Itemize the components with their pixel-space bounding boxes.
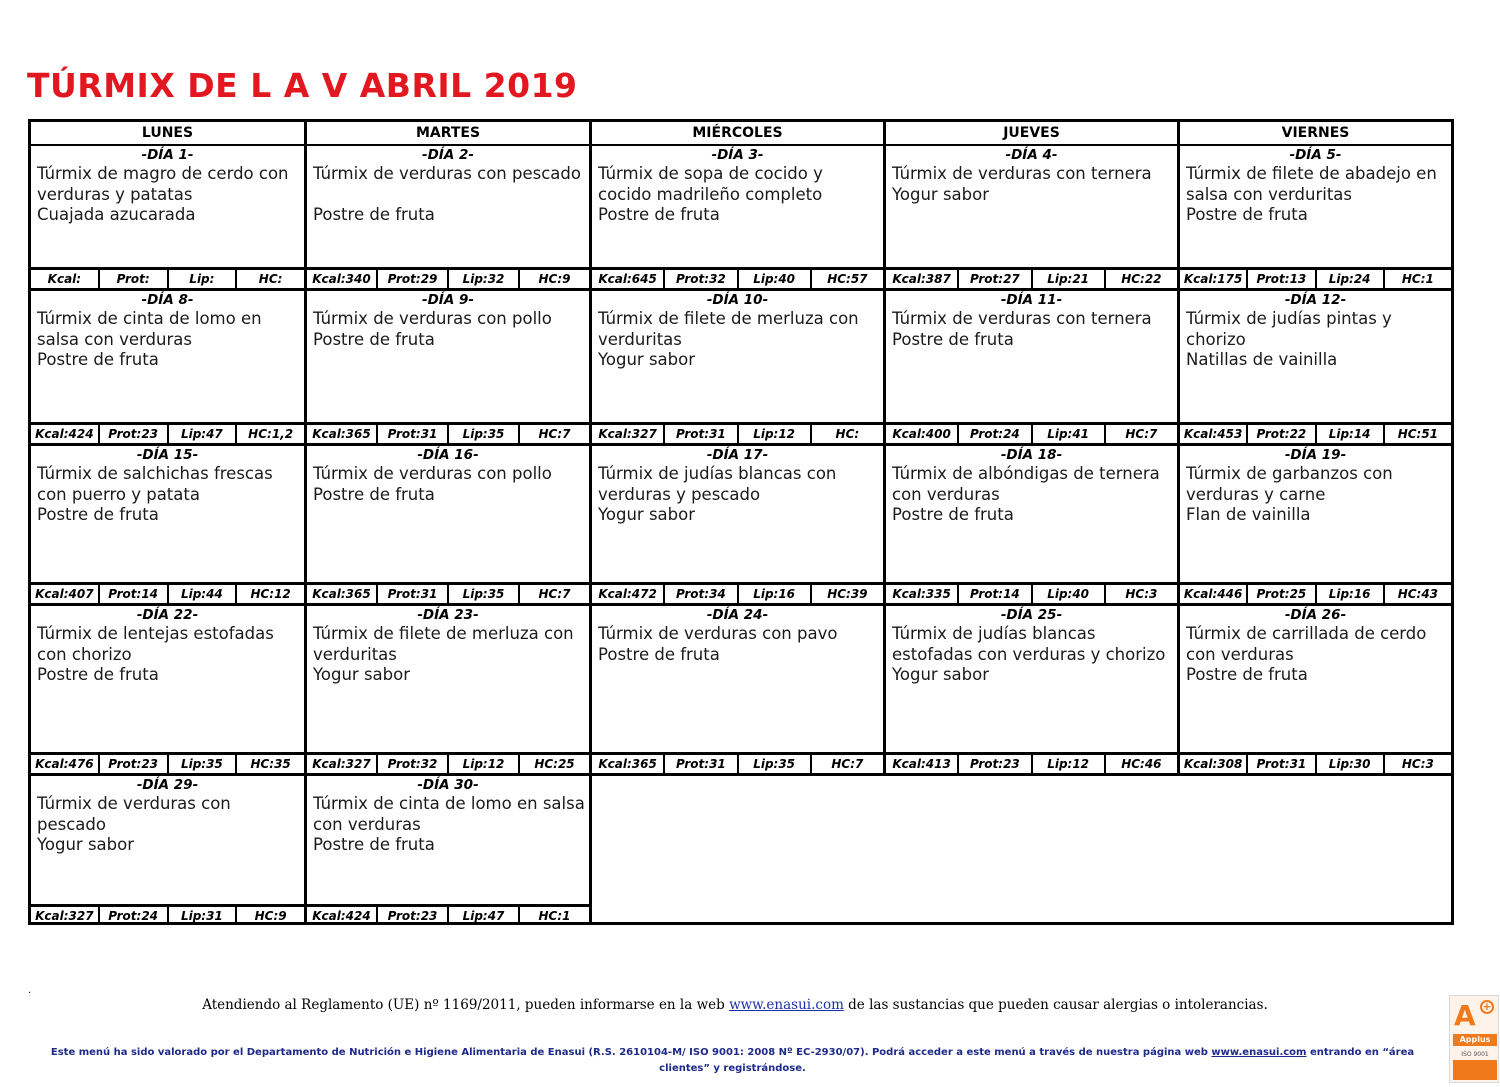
day-label: -DÍA 1-	[141, 147, 194, 163]
dish-list	[886, 464, 1177, 582]
nutrition-row	[31, 904, 304, 925]
dish-line: Postre de fruta	[313, 484, 435, 504]
carbs-value: HC:9	[254, 909, 287, 923]
nutrition-row	[592, 752, 883, 773]
carbs-value: HC:51	[1397, 427, 1439, 441]
dish-line: Túrmix de cinta de lomo en salsa con verduras	[313, 794, 585, 834]
nutrition-row	[1180, 422, 1451, 443]
dish-line: Túrmix de verduras con ternera	[892, 164, 1152, 183]
kcal-value: Kcal:327	[31, 907, 100, 925]
dish-line: Flan de vainilla	[1186, 505, 1311, 524]
dish-line: Túrmix de lentejas estofadas con chorizo	[37, 624, 274, 664]
day-label: -DÍA 11-	[1000, 292, 1063, 308]
carbs-value: HC:1,2	[248, 427, 294, 441]
kcal-value: Kcal:365	[592, 755, 665, 773]
kcal-value: Kcal:424	[31, 425, 100, 443]
lipids-value: Lip:	[169, 270, 238, 288]
lipids-value: Lip:24	[1317, 270, 1385, 288]
protein-value: Prot:34	[665, 585, 738, 603]
carbs-value: HC:7	[538, 427, 571, 441]
day-label: -DÍA 29-	[136, 777, 199, 793]
protein-value: Prot:31	[378, 425, 449, 443]
kcal-value: Kcal:327	[307, 755, 378, 773]
day-label: -DÍA 5-	[1289, 147, 1342, 163]
weekday-header: MARTES	[307, 122, 592, 146]
dish-list	[592, 164, 883, 267]
day-label: -DÍA 23-	[417, 607, 479, 623]
carbs-value: HC:	[835, 427, 860, 441]
day-label: -DÍA 26-	[1284, 607, 1347, 623]
nutrition-row	[1180, 267, 1451, 288]
day-label: -DÍA 9-	[422, 292, 474, 308]
lipids-value: Lip:35	[449, 585, 520, 603]
protein-value: Prot:32	[665, 270, 738, 288]
dish-line: Postre de fruta	[37, 350, 159, 369]
enasui-footer-link[interactable]: www.enasui.com	[1211, 1047, 1307, 1058]
carbs-value: HC:7	[538, 587, 571, 601]
dish-line: Túrmix de verduras con pavo	[598, 624, 838, 643]
day-cell	[886, 606, 1180, 776]
dish-line: Yogur sabor	[598, 350, 696, 369]
lipids-value: Lip:41	[1033, 425, 1106, 443]
protein-value: Prot:31	[1248, 755, 1316, 773]
carbs-value: HC:43	[1397, 587, 1439, 601]
carbs-value: HC:46	[1121, 757, 1162, 771]
protein-value: Prot:14	[100, 585, 169, 603]
weekday-header: MIÉRCOLES	[592, 122, 886, 146]
day-label: -DÍA 16-	[417, 447, 479, 463]
protein-value: Prot:31	[378, 585, 449, 603]
dish-line: Yogur sabor	[598, 505, 696, 524]
protein-value: Prot:13	[1248, 270, 1316, 288]
dish-list	[307, 794, 589, 904]
day-cell	[592, 291, 886, 446]
dish-line: Postre de fruta	[1186, 665, 1308, 684]
kcal-value: Kcal:424	[307, 907, 378, 925]
dish-line: Natillas de vainilla	[1186, 350, 1338, 369]
kcal-value: Kcal:	[31, 270, 100, 288]
carbs-value: HC:7	[1125, 427, 1158, 441]
dish-line: Túrmix de judías blancas estofadas con verduras y chorizo	[892, 624, 1166, 664]
nutrition-row	[307, 582, 589, 603]
dish-line: Yogur sabor	[37, 835, 135, 854]
day-cell	[307, 446, 592, 606]
dish-line: Túrmix de verduras con pescado	[37, 794, 231, 834]
kcal-value: Kcal:476	[31, 755, 100, 773]
dish-line: Túrmix de judías pintas y chorizo	[1186, 309, 1392, 349]
nutrition-row	[592, 582, 883, 603]
nutrition-row	[31, 267, 304, 288]
protein-value: Prot:25	[1248, 585, 1316, 603]
protein-value: Prot:27	[959, 270, 1032, 288]
dish-line: Túrmix de verduras con ternera	[892, 309, 1152, 328]
day-cell	[31, 291, 307, 446]
dish-list	[307, 164, 589, 267]
dish-list	[31, 624, 304, 752]
kcal-value: Kcal:340	[307, 270, 378, 288]
kcal-value: Kcal:645	[592, 270, 665, 288]
carbs-value: HC:9	[538, 272, 571, 286]
nutrition-row	[31, 582, 304, 603]
certification-strip	[1453, 1060, 1497, 1080]
day-label: -DÍA 18-	[1000, 447, 1063, 463]
nutrition-row	[886, 267, 1177, 288]
nutrition-row	[31, 422, 304, 443]
menu-table	[28, 119, 1454, 925]
lipids-value: Lip:12	[449, 755, 520, 773]
protein-value: Prot:	[100, 270, 169, 288]
dish-list	[592, 624, 883, 752]
dish-line: Postre de fruta	[598, 205, 720, 224]
kcal-value: Kcal:387	[886, 270, 959, 288]
dish-line: Yogur sabor	[892, 665, 990, 684]
nutrition-row	[886, 582, 1177, 603]
carbs-value: HC:1	[1401, 272, 1434, 286]
lipids-value: Lip:32	[449, 270, 520, 288]
dish-line: Túrmix de judías blancas con verduras y pescado	[598, 464, 837, 504]
carbs-value: HC:12	[250, 587, 291, 601]
empty-cell	[592, 776, 1451, 925]
kcal-value: Kcal:413	[886, 755, 959, 773]
day-label: -DÍA 24-	[706, 607, 769, 623]
protein-value: Prot:31	[665, 755, 738, 773]
lipids-value: Lip:31	[169, 907, 238, 925]
protein-value: Prot:24	[959, 425, 1032, 443]
dish-list	[886, 624, 1177, 752]
dish-line: Túrmix de sopa de cocido y cocido madrileño completo	[598, 164, 823, 204]
dish-line: Cuajada azucarada	[37, 205, 196, 224]
day-label: -DÍA 10-	[706, 292, 769, 308]
protein-value: Prot:29	[378, 270, 449, 288]
day-cell	[31, 606, 307, 776]
nutrition-row	[307, 267, 589, 288]
applus-brand: Applus	[1453, 1034, 1497, 1046]
allergen-notice: Atendiendo al Reglamento (UE) nº 1169/2011, pueden informarse en la web www.enasui.com de las sustancias que pueden causar alergias o intolerancias.	[202, 997, 1268, 1013]
dish-line: Túrmix de garbanzos con verduras y carne	[1186, 464, 1393, 504]
lipids-value: Lip:40	[739, 270, 812, 288]
lipids-value: Lip:35	[449, 425, 520, 443]
lipids-value: Lip:16	[739, 585, 812, 603]
lipids-value: Lip:44	[169, 585, 238, 603]
lipids-value: Lip:35	[169, 755, 238, 773]
lipids-value: Lip:21	[1033, 270, 1106, 288]
day-cell	[1180, 446, 1451, 606]
day-label: -DÍA 2-	[422, 147, 474, 163]
protein-value: Prot:23	[100, 425, 169, 443]
nutrition-row	[1180, 752, 1451, 773]
dish-line: Postre de fruta	[313, 835, 435, 854]
dish-line	[313, 185, 585, 206]
lipids-value: Lip:12	[1033, 755, 1106, 773]
carbs-value: HC:25	[534, 757, 575, 771]
kcal-value: Kcal:453	[1180, 425, 1248, 443]
dish-line: Túrmix de cinta de lomo en salsa con verduras	[37, 309, 262, 349]
kcal-value: Kcal:407	[31, 585, 100, 603]
dish-list	[307, 624, 589, 752]
lipids-value: Lip:40	[1033, 585, 1106, 603]
day-label: -DÍA 19-	[1284, 447, 1347, 463]
dish-list	[1180, 164, 1451, 267]
dish-line: Túrmix de filete de abadejo en salsa con verduritas	[1186, 164, 1437, 204]
day-cell	[592, 446, 886, 606]
nutrition-row	[31, 752, 304, 773]
dish-line: Postre de fruta	[37, 665, 159, 684]
lipids-value: Lip:16	[1317, 585, 1385, 603]
carbs-value: HC:35	[250, 757, 291, 771]
dish-line: Túrmix de verduras con pescado	[313, 164, 581, 183]
day-cell	[307, 776, 592, 925]
day-cell	[31, 446, 307, 606]
day-label: -DÍA 25-	[1000, 607, 1063, 623]
nutrition-row	[307, 422, 589, 443]
dish-line: Túrmix de salchichas frescas con puerro y patata	[37, 464, 273, 504]
carbs-value: HC:3	[1401, 757, 1434, 771]
lipids-value: Lip:47	[449, 907, 520, 925]
kcal-value: Kcal:335	[886, 585, 959, 603]
dish-line: Postre de fruta	[1186, 205, 1308, 224]
dish-line: Túrmix de carrillada de cerdo con verduras	[1186, 624, 1427, 664]
day-cell	[886, 146, 1180, 291]
weekday-header: VIERNES	[1180, 122, 1451, 146]
dish-line: Túrmix de magro de cerdo con verduras y patatas	[37, 164, 289, 204]
dish-list	[886, 309, 1177, 422]
day-label: -DÍA 3-	[711, 147, 764, 163]
nutrition-row	[886, 422, 1177, 443]
dish-line: Postre de fruta	[313, 205, 435, 224]
dish-line: Postre de fruta	[598, 644, 720, 664]
protein-value: Prot:32	[378, 755, 449, 773]
iso-label: ISO 9001	[1461, 1051, 1489, 1058]
nutrition-row	[307, 752, 589, 773]
footer-note: Este menú ha sido valorado por el Departamento de Nutrición e Higiene Alimentaria de Enasui (R.S. 2610104-M/ ISO 9001: 2008 Nº EC-2930/07). Podrá acceder a este menú a través de nuestra página web www.enasui.com entrando en “área clientes” y registrándose.	[50, 1047, 1415, 1074]
protein-value: Prot:24	[100, 907, 169, 925]
dish-list	[1180, 309, 1451, 422]
day-label: -DÍA 8-	[141, 292, 194, 308]
day-cell	[31, 776, 307, 925]
dish-list	[31, 464, 304, 582]
protein-value: Prot:23	[100, 755, 169, 773]
dish-list	[31, 309, 304, 422]
dish-line: Postre de fruta	[892, 505, 1014, 524]
kcal-value: Kcal:400	[886, 425, 959, 443]
protein-value: Prot:22	[1248, 425, 1316, 443]
dish-line: Túrmix de filete de merluza con verduritas	[598, 309, 859, 349]
day-cell	[1180, 146, 1451, 291]
day-cell	[592, 606, 886, 776]
plus-circle-icon: +	[1480, 1000, 1494, 1014]
kcal-value: Kcal:308	[1180, 755, 1248, 773]
dish-line: Túrmix de verduras con pollo	[313, 309, 552, 328]
carbs-value: HC:	[258, 272, 283, 286]
day-cell	[886, 291, 1180, 446]
dish-line: Postre de fruta	[37, 505, 159, 524]
day-cell	[307, 146, 592, 291]
protein-value: Prot:31	[665, 425, 738, 443]
nutrition-row	[592, 422, 883, 443]
carbs-value: HC:39	[827, 587, 868, 601]
dish-line: Túrmix de albóndigas de ternera con verduras	[892, 464, 1160, 504]
kcal-value: Kcal:365	[307, 425, 378, 443]
carbs-value: HC:1	[538, 909, 571, 923]
dish-list	[307, 464, 589, 582]
enasui-link[interactable]: www.enasui.com	[729, 997, 844, 1013]
day-label: -DÍA 15-	[136, 447, 199, 463]
lipids-value: Lip:35	[739, 755, 812, 773]
carbs-value: HC:57	[827, 272, 868, 286]
lipids-value: Lip:12	[739, 425, 812, 443]
dish-list	[307, 309, 589, 422]
dish-line: Postre de fruta	[892, 329, 1014, 349]
nutrition-row	[592, 267, 883, 288]
day-cell	[886, 446, 1180, 606]
dish-line: Postre de fruta	[313, 329, 435, 349]
applus-logo-icon: A	[1454, 999, 1476, 1032]
day-cell	[1180, 291, 1451, 446]
day-label: -DÍA 4-	[1005, 147, 1058, 163]
applus-certification-logo	[1449, 995, 1499, 1083]
dish-list	[592, 464, 883, 582]
protein-value: Prot:14	[959, 585, 1032, 603]
dish-list	[886, 164, 1177, 267]
nutrition-row	[1180, 582, 1451, 603]
day-label: -DÍA 22-	[136, 607, 199, 623]
day-cell	[307, 291, 592, 446]
dish-line: Túrmix de filete de merluza con verduritas	[313, 624, 574, 664]
kcal-value: Kcal:365	[307, 585, 378, 603]
carbs-value: HC:7	[831, 757, 864, 771]
protein-value: Prot:23	[959, 755, 1032, 773]
lipids-value: Lip:14	[1317, 425, 1385, 443]
protein-value: Prot:23	[378, 907, 449, 925]
day-label: -DÍA 30-	[417, 777, 479, 793]
lipids-value: Lip:30	[1317, 755, 1385, 773]
lipids-value: Lip:47	[169, 425, 238, 443]
weekday-header: LUNES	[31, 122, 307, 146]
carbs-value: HC:3	[1125, 587, 1158, 601]
dish-list	[31, 164, 304, 267]
nutrition-row	[307, 904, 589, 925]
day-label: -DÍA 17-	[706, 447, 769, 463]
day-cell	[31, 146, 307, 291]
dish-line: Yogur sabor	[313, 665, 411, 684]
dish-line: Túrmix de verduras con pollo	[313, 464, 552, 483]
dish-line: Yogur sabor	[892, 184, 990, 204]
page-title: TÚRMIX DE L A V ABRIL 2019	[27, 66, 578, 105]
day-cell	[1180, 606, 1451, 776]
day-cell	[592, 146, 886, 291]
kcal-value: Kcal:327	[592, 425, 665, 443]
carbs-value: HC:22	[1121, 272, 1162, 286]
dish-list	[592, 309, 883, 422]
kcal-value: Kcal:446	[1180, 585, 1248, 603]
day-label: -DÍA 12-	[1284, 292, 1347, 308]
nutrition-row	[886, 752, 1177, 773]
day-cell	[307, 606, 592, 776]
dish-list	[1180, 464, 1451, 582]
kcal-value: Kcal:472	[592, 585, 665, 603]
dish-list	[1180, 624, 1451, 752]
dish-list	[31, 794, 304, 904]
kcal-value: Kcal:175	[1180, 270, 1248, 288]
weekday-header: JUEVES	[886, 122, 1180, 146]
